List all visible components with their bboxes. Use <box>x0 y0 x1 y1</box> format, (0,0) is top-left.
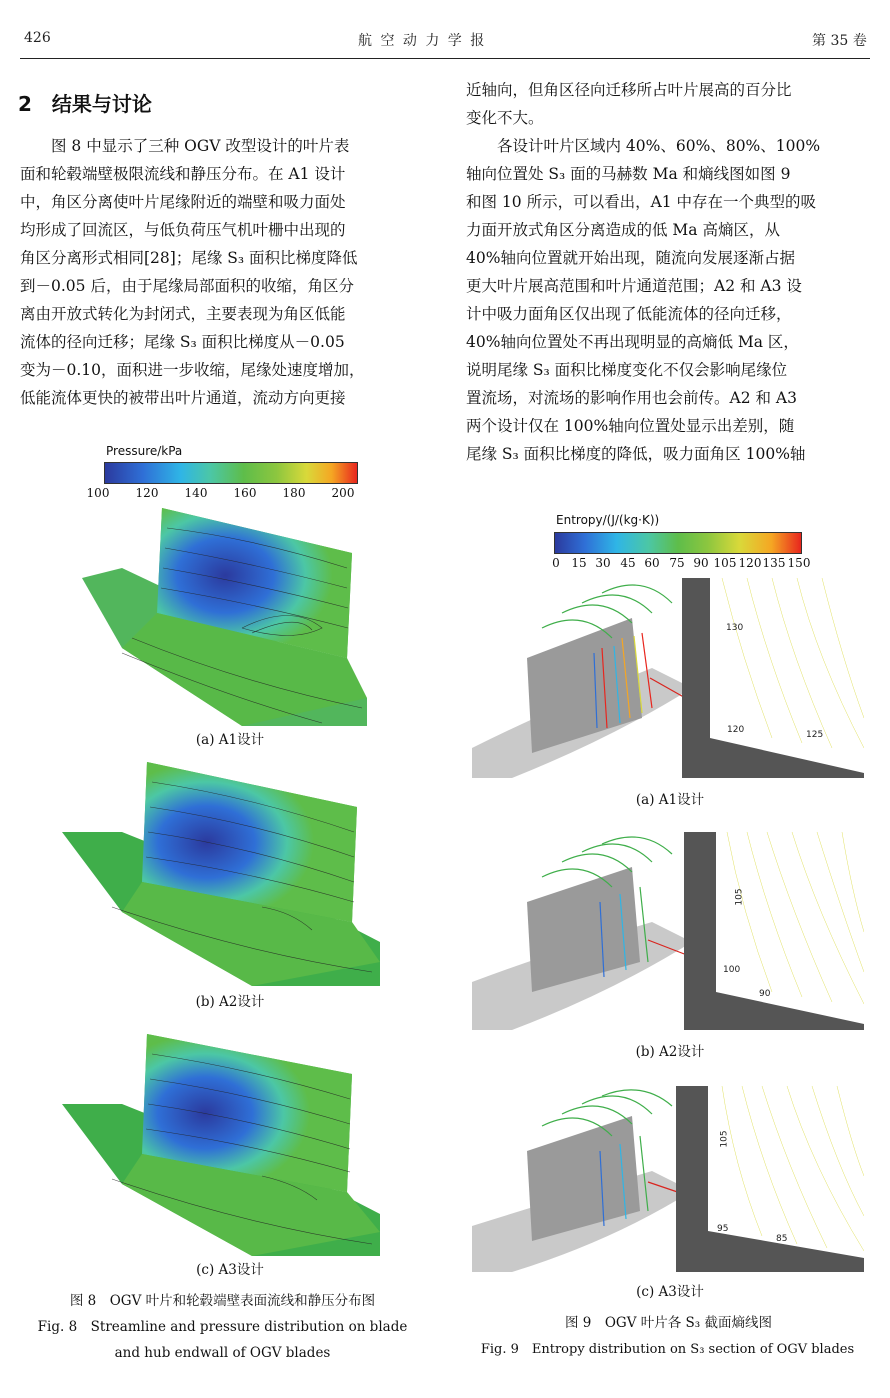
page-number: 426 <box>24 30 51 46</box>
fig9-a-contour-label: 130 <box>726 623 744 633</box>
right-line: 置流场，对流场的影响作用也会前传。A2 和 A3 <box>466 389 797 407</box>
fig9-tick: 30 <box>595 556 611 570</box>
fig8-tick: 200 <box>331 486 355 500</box>
left-line: 流体的径向迁移；尾缘 S₃ 面积比梯度从－0.05 <box>20 333 345 351</box>
fig9-c-contour-label: 105 <box>719 1130 730 1148</box>
section-heading <box>18 88 152 117</box>
left-line: 图 8 中显示了三种 OGV 改型设计的叶片表 <box>51 137 350 155</box>
fig9-panel-b-image <box>472 832 864 1030</box>
left-line: 均形成了回流区，与低负荷压气机叶栅中出现的 <box>20 221 346 239</box>
right-line: 力面开放式角区分离造成的低 Ma 高熵区，从 <box>466 221 780 239</box>
fig8-tick: 100 <box>86 486 110 500</box>
fig9-tick: 45 <box>620 556 636 570</box>
fig9-a-contour-label: 125 <box>806 730 824 740</box>
fig8-tick: 180 <box>282 486 306 500</box>
fig9-caption-en: Fig. 9 Entropy distribution on S₃ section of OGV blades <box>480 1342 855 1357</box>
left-line: 低能流体更快的被带出叶片通道，流动方向更接 <box>20 389 346 407</box>
right-line: 尾缘 S₃ 面积比梯度的降低，吸力面角区 100%轴 <box>466 445 806 463</box>
fig8-tick: 160 <box>233 486 257 500</box>
fig9-caption-c: (c) A3设计 <box>636 1284 704 1300</box>
fig9-b-contour-label: 100 <box>723 965 741 975</box>
fig8-panel-c-image <box>62 1034 380 1256</box>
fig9-panel-a <box>472 578 864 778</box>
right-line: 更大叶片展高范围和叶片通道范围；A2 和 A3 设 <box>466 277 802 295</box>
fig9-tick: 150 <box>787 556 811 570</box>
fig9-tick: 60 <box>644 556 660 570</box>
fig9-panel-c <box>472 1086 864 1272</box>
fig9-caption-b: (b) A2设计 <box>635 1044 705 1060</box>
fig9-tick: 15 <box>571 556 587 570</box>
header-rule <box>20 58 870 59</box>
fig9-tick: 135 <box>762 556 786 570</box>
fig9-a-contour-label: 120 <box>727 725 745 735</box>
fig9-panel-c-image <box>472 1086 864 1272</box>
fig8-panel-a-image <box>62 508 372 726</box>
left-line: 面和轮毂端壁极限流线和静压分布。在 A1 设计 <box>20 165 346 183</box>
right-line: 两个设计仅在 100%轴向位置处显示出差别，随 <box>466 417 795 435</box>
fig9-b-contour-label: 90 <box>759 989 771 999</box>
journal-title: 航 空 动 力 学 报 <box>358 33 487 49</box>
fig9-b-contour-label: 105 <box>734 888 745 906</box>
fig9-caption-cn: 图 9 OGV 叶片各 S₃ 截面熵线图 <box>564 1315 772 1331</box>
fig8-colorbar <box>104 462 358 484</box>
left-line: 中，角区分离使叶片尾缘附近的端壁和吸力面处 <box>20 193 346 211</box>
fig9-panel-a-image <box>472 578 864 778</box>
fig9-caption-a: (a) A1设计 <box>635 792 705 808</box>
right-line: 近轴向，但角区径向迁移所占叶片展高的百分比 <box>466 81 792 99</box>
section-number: 2 <box>18 92 32 116</box>
right-line: 变化不大。 <box>466 109 544 127</box>
left-line: 角区分离形式相同[28]；尾缘 S₃ 面积比梯度降低 <box>20 249 358 267</box>
fig9-panel-b <box>472 832 864 1030</box>
right-column-text <box>466 76 871 468</box>
volume-label: 第 35 卷 <box>812 33 867 49</box>
fig9-tick: 0 <box>552 556 560 570</box>
fig9-c-contour-label: 95 <box>717 1224 729 1234</box>
fig8-caption-en-1: Fig. 8 Streamline and pressure distribution on blade <box>37 1319 408 1335</box>
fig8-caption-a: (a) A1设计 <box>195 732 265 748</box>
fig9-colorbar <box>554 532 802 554</box>
right-line: 说明尾缘 S₃ 面积比梯度变化不仅会影响尾缘位 <box>466 361 788 379</box>
fig9-tick: 75 <box>669 556 685 570</box>
fig9-tick: 90 <box>693 556 709 570</box>
left-column-text <box>20 132 425 412</box>
fig8-caption-en-2: and hub endwall of OGV blades <box>114 1345 331 1361</box>
fig9-tick: 105 <box>713 556 737 570</box>
right-line: 轴向位置处 S₃ 面的马赫数 Ma 和熵线图如图 9 <box>466 165 791 183</box>
fig8-caption-c: (c) A3设计 <box>196 1262 264 1278</box>
right-line: 计中吸力面角区仅出现了低能流体的径向迁移， <box>466 305 792 323</box>
fig9-c-contour-label: 85 <box>776 1234 788 1244</box>
fig8-panel-b-image <box>62 762 380 986</box>
fig8-colorbar-title: Pressure/kPa <box>106 444 183 458</box>
left-line: 到－0.05 后，由于尾缘局部面积的收缩，角区分 <box>20 277 354 295</box>
fig9-colorbar-title: Entropy/(J/(kg·K)) <box>556 513 660 527</box>
fig9-tick: 120 <box>738 556 762 570</box>
right-line: 各设计叶片区域内 40%、60%、80%、100% <box>497 137 821 155</box>
left-line: 变为－0.10，面积进一步收缩，尾缘处速度增加， <box>20 361 365 379</box>
section-title: 结果与讨论 <box>51 92 152 116</box>
fig8-caption-cn: 图 8 OGV 叶片和轮毂端壁表面流线和静压分布图 <box>69 1293 376 1309</box>
right-line: 40%轴向位置处不再出现明显的高熵低 Ma 区， <box>466 333 799 351</box>
right-line: 40%轴向位置就开始出现，随流向发展逐渐占据 <box>466 249 795 267</box>
right-line: 和图 10 所示，可以看出，A1 中存在一个典型的吸 <box>466 193 817 211</box>
fig8-caption-b: (b) A2设计 <box>195 994 265 1010</box>
left-line: 离由开放式转化为封闭式，主要表现为角区低能 <box>20 305 346 323</box>
fig8-tick: 140 <box>184 486 208 500</box>
fig8-tick: 120 <box>135 486 159 500</box>
